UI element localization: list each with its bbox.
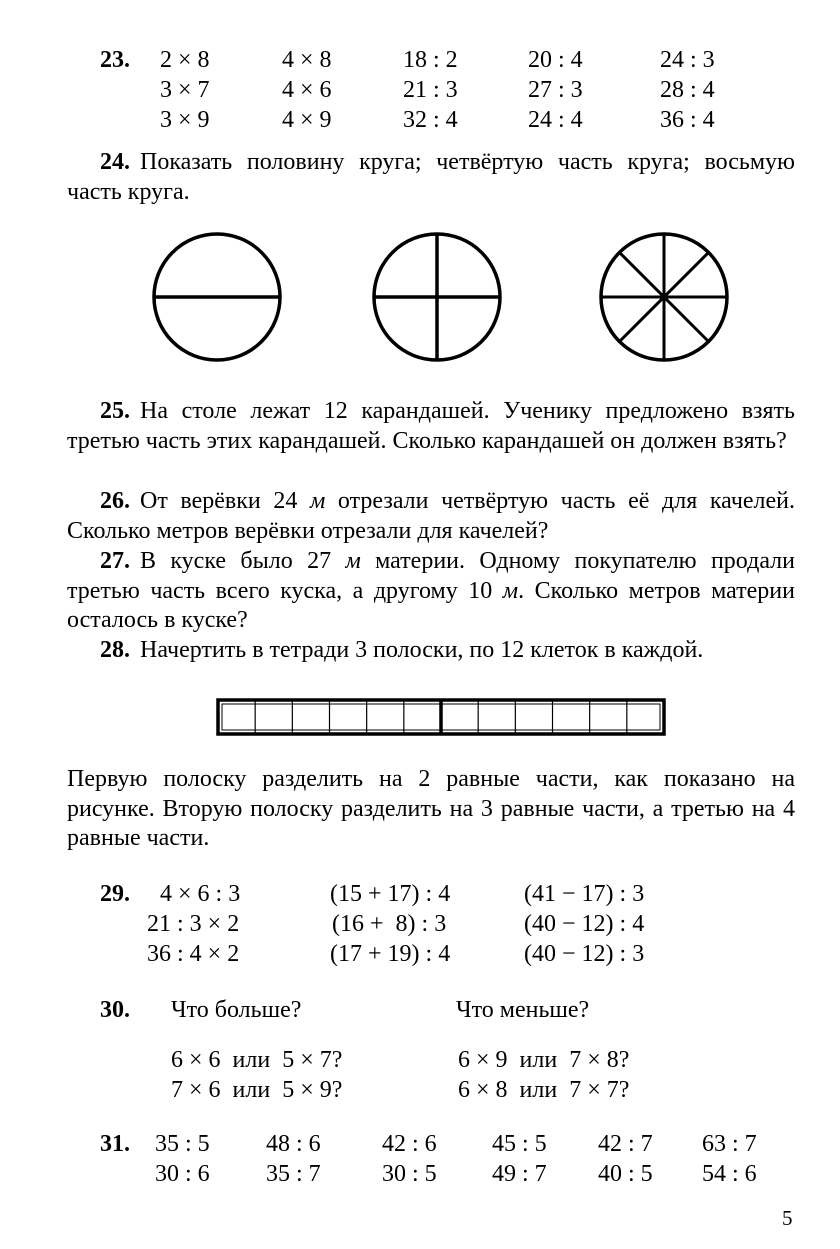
expression: 4 × 9 [282, 107, 332, 133]
expression: 42 : 7 [598, 1131, 653, 1157]
exercise-number: 28. [100, 637, 130, 663]
quarter-circle [374, 234, 500, 360]
exercise-text: В куске было 27 [140, 548, 332, 574]
exercise-28 [67, 636, 795, 666]
comparison: 6 × 6 или 5 × 7? [171, 1047, 343, 1073]
expression: 24 : 3 [660, 47, 715, 73]
expression: 4 × 6 : 3 [160, 881, 241, 907]
expression: (16 + 8) : 3 [332, 911, 447, 937]
expression: (40 − 12) : 3 [524, 941, 645, 967]
expression: 24 : 4 [528, 107, 583, 133]
unit-label: м [502, 577, 519, 604]
exercise-number: 27. [100, 548, 130, 574]
expression: 21 : 3 × 2 [147, 911, 240, 937]
expression: (15 + 17) : 4 [330, 881, 451, 907]
expression: 35 : 5 [155, 1131, 210, 1157]
exercise-26 [67, 487, 795, 546]
expression: 49 : 7 [492, 1161, 547, 1187]
expression: 21 : 3 [403, 77, 458, 103]
half-circle [154, 234, 280, 360]
expression: 30 : 6 [155, 1161, 210, 1187]
exercise-text: материи. Одному покупателю продали третью часть всего куска, а другому 10 [67, 548, 796, 604]
expression: 30 : 5 [382, 1161, 437, 1187]
expression: 36 : 4 × 2 [147, 941, 240, 967]
exercise-text: Показать половину круга; четвёртую часть круга; восьмую часть круга. [67, 149, 795, 205]
comparison: 6 × 9 или 7 × 8? [458, 1047, 630, 1073]
exercise-text: На столе лежат 12 карандашей. Ученику предложено взять третью часть этих карандашей. Сколько карандашей он должен взять? [67, 398, 795, 454]
exercise-number: 23. [100, 47, 130, 73]
exercise-number: 30. [100, 997, 130, 1023]
heading-less: Что меньше? [456, 997, 590, 1023]
expression: (40 − 12) : 4 [524, 911, 645, 937]
expression: 42 : 6 [382, 1131, 437, 1157]
expression: 4 × 6 [282, 77, 332, 103]
exercise-text: От верёвки 24 [140, 488, 298, 514]
exercise-25 [67, 397, 795, 456]
expression: 63 : 7 [702, 1131, 757, 1157]
expression: 27 : 3 [528, 77, 583, 103]
unit-label: м [309, 488, 326, 514]
exercise-number: 31. [100, 1131, 130, 1157]
expression: 48 : 6 [266, 1131, 321, 1157]
expression: 54 : 6 [702, 1161, 757, 1187]
exercise-28-continuation [67, 765, 795, 854]
comparison: 7 × 6 или 5 × 9? [171, 1077, 343, 1103]
expression: 35 : 7 [266, 1161, 321, 1187]
exercise-number: 26. [100, 488, 130, 514]
exercise-text: Первую полоску разделить на 2 равные части, как показано на рисунке. Вторую полоску разделить на 3 равные части, а третью на 4 равные части. [67, 766, 795, 851]
expression: 3 × 7 [160, 77, 210, 103]
expression: (17 + 19) : 4 [330, 941, 451, 967]
expression: 20 : 4 [528, 47, 583, 73]
exercise-number: 24. [100, 149, 130, 175]
expression: 4 × 8 [282, 47, 332, 73]
comparison: 6 × 8 или 7 × 7? [458, 1077, 630, 1103]
expression: 3 × 9 [160, 107, 210, 133]
heading-greater: Что больше? [171, 997, 302, 1023]
expression: 18 : 2 [403, 47, 458, 73]
page-number: 5 [782, 1206, 793, 1230]
exercise-text: . Сколько метров материи осталось в куске? [67, 577, 795, 633]
expression: (41 − 17) : 3 [524, 881, 645, 907]
exercise-number: 25. [100, 398, 130, 424]
exercise-27 [67, 547, 795, 636]
expression: 40 : 5 [598, 1161, 653, 1187]
exercise-24 [67, 148, 795, 207]
exercise-number: 29. [100, 881, 130, 907]
exercise-text: Начертить в тетради 3 полоски, по 12 клеток в каждой. [140, 637, 704, 663]
fraction-circles [0, 230, 840, 370]
eighth-circle [601, 234, 727, 360]
expression: 2 × 8 [160, 47, 210, 73]
exercise-text: отрезали четвёртую часть её для качелей. Сколько метров верёвки отрезали для качелей? [67, 488, 796, 544]
expression: 32 : 4 [403, 107, 458, 133]
cell-strip [216, 698, 666, 738]
expression: 28 : 4 [660, 77, 715, 103]
expression: 36 : 4 [660, 107, 715, 133]
unit-label: м [345, 548, 361, 574]
expression: 45 : 5 [492, 1131, 547, 1157]
